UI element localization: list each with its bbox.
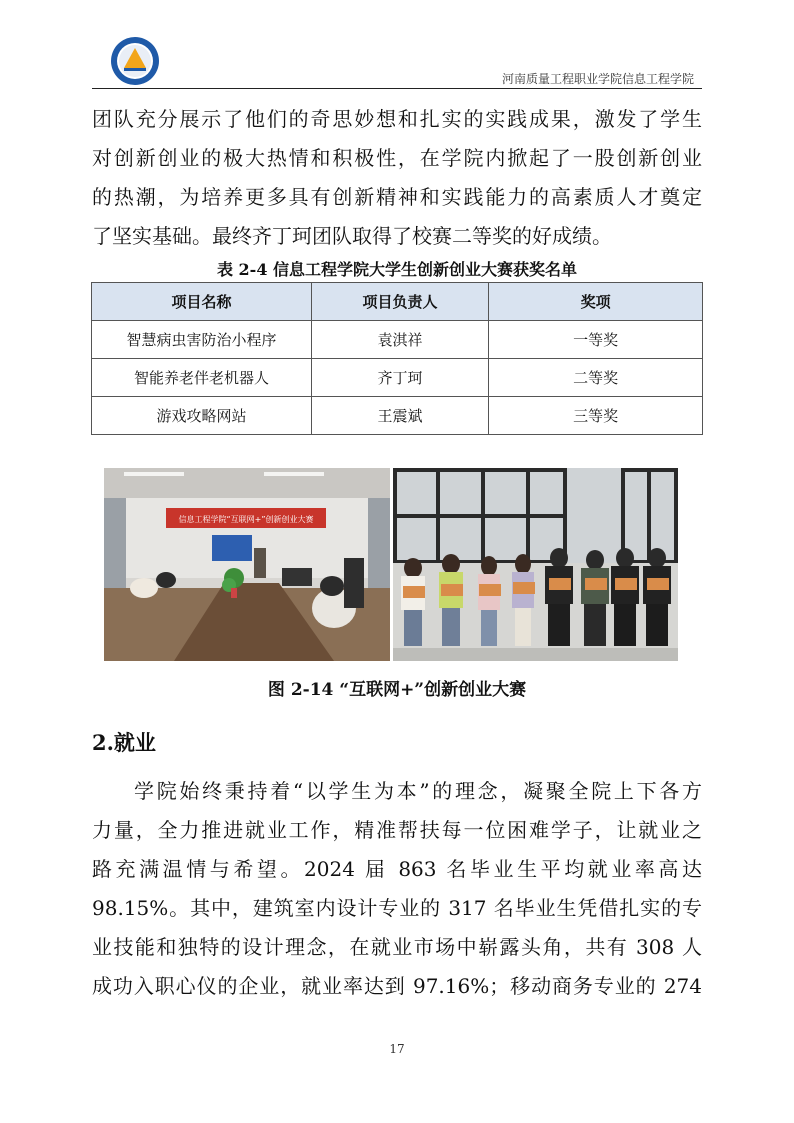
paragraph-line: 力量，全力推进就业工作，精准帮扶每一位困难学子，让就业之 [92, 818, 702, 842]
column-header-award: 奖项 [489, 283, 703, 321]
cell-leader: 齐丁珂 [311, 359, 488, 397]
table-header-row [92, 283, 703, 321]
paragraph-line: 对创新创业的极大热情和积极性，在学院内掀起了一股创新创业 [92, 146, 702, 170]
paragraph-line: 成功入职心仪的企业，就业率达到 97.16%；移动商务专业的 274 [92, 974, 702, 998]
section-heading: 2.就业 [92, 730, 156, 755]
paragraph-line: 98.15%。其中，建筑室内设计专业的 317 名毕业生凭借扎实的专 [92, 896, 702, 920]
table-row [92, 321, 703, 359]
paragraph-line: 了坚实基础。最终齐丁珂团队取得了校赛二等奖的好成绩。 [92, 224, 612, 248]
cell-award: 三等奖 [489, 397, 703, 435]
cell-leader: 王震斌 [311, 397, 488, 435]
paragraph-line: 学院始终秉持着“以学生为本”的理念，凝聚全院上下各方 [134, 779, 702, 803]
cell-project: 智慧病虫害防治小程序 [92, 321, 312, 359]
paragraph-line: 的热潮，为培养更多具有创新精神和实践能力的高素质人才奠定 [92, 185, 702, 209]
paragraph-competition-summary [92, 100, 702, 256]
cell-award: 二等奖 [489, 359, 703, 397]
table-row [92, 359, 703, 397]
cell-project: 游戏攻略网站 [92, 397, 312, 435]
header-divider [92, 88, 702, 89]
paragraph-employment [92, 772, 702, 1006]
column-header-project: 项目名称 [92, 283, 312, 321]
college-logo [110, 36, 160, 86]
cell-leader: 袁淇祥 [311, 321, 488, 359]
awards-table [91, 282, 703, 435]
header-institution-name: 河南质量工程职业学院信息工程学院 [501, 72, 694, 86]
figure-caption: 图 2-14 “互联网+”创新创业大赛 [267, 680, 527, 700]
table-row [92, 397, 703, 435]
banner-text: 信息工程学院“互联网+”创新创业大赛 [178, 515, 314, 524]
cell-project: 智能养老伴老机器人 [92, 359, 312, 397]
photo-award-winners [393, 468, 678, 661]
page-number: 17 [389, 1042, 405, 1056]
cell-award: 一等奖 [489, 321, 703, 359]
photo-competition-room [104, 468, 390, 661]
paragraph-line: 团队充分展示了他们的奇思妙想和扎实的实践成果，激发了学生 [92, 107, 702, 131]
table-caption: 表 2-4 信息工程学院大学生创新创业大赛获奖名单 [216, 260, 578, 279]
paragraph-line: 业技能和独特的设计理念，在就业市场中崭露头角，共有 308 人 [92, 935, 702, 959]
paragraph-line: 路充满温情与希望。2024 届 863 名毕业生平均就业率高达 [92, 857, 702, 881]
column-header-leader: 项目负责人 [311, 283, 488, 321]
